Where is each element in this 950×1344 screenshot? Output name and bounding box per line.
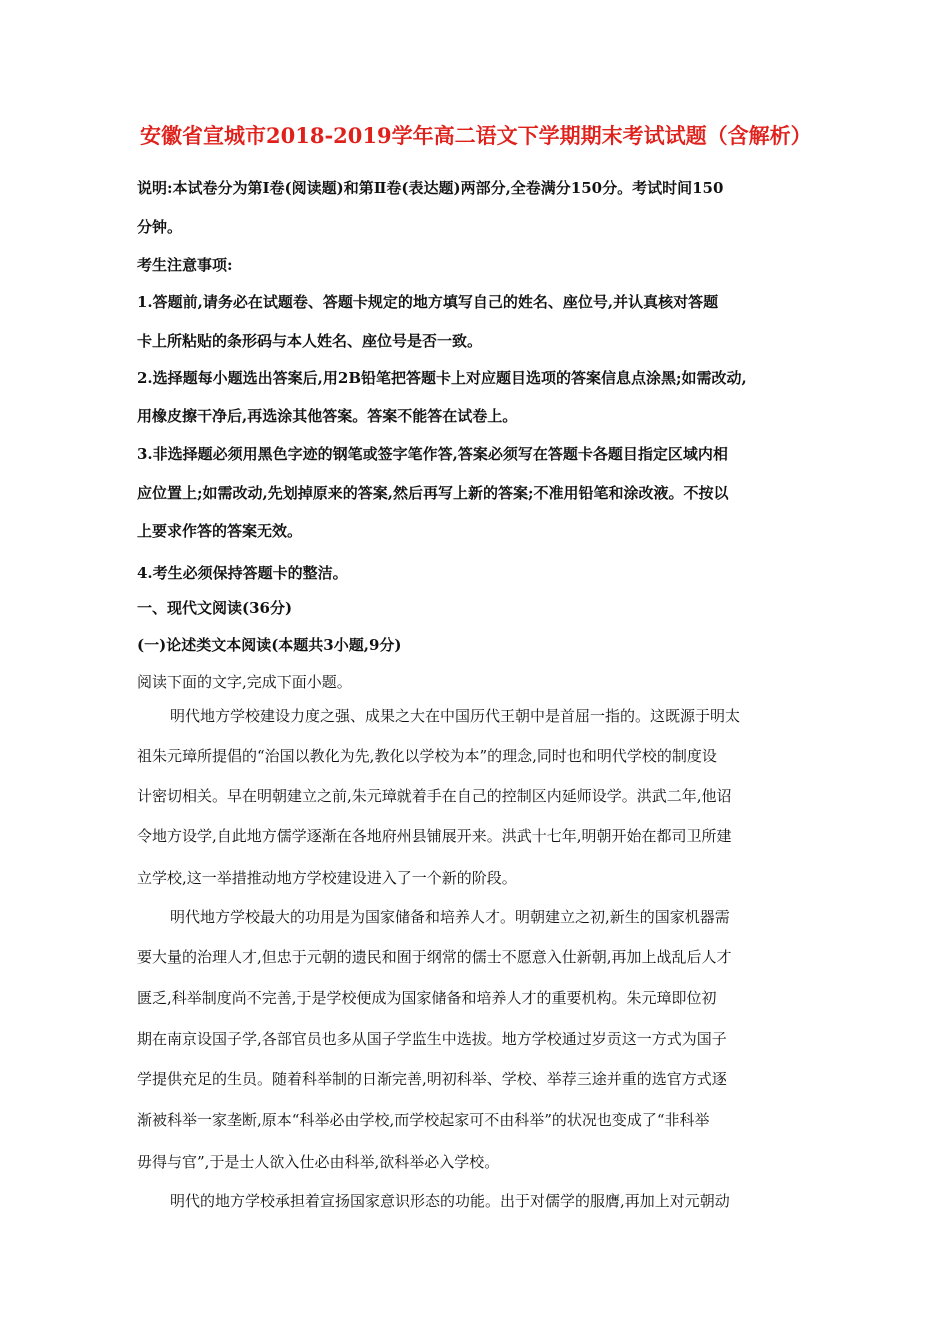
paragraph-line: 计密切相关。早在明朝建立之前,朱元璋就着手在自己的控制区内延师设学。洪武二年,他诏 xyxy=(137,787,732,805)
paragraph-line: 明代地方学校最大的功用是为国家储备和培养人才。明朝建立之初,新生的国家机器需 xyxy=(170,908,730,926)
text-line: 考生注意事项: xyxy=(137,256,233,274)
text-line: 说明:本试卷分为第Ⅰ卷(阅读题)和第Ⅱ卷(表达题)两部分,全卷满分150分。考试时间150 xyxy=(137,179,724,197)
text-line: 1.答题前,请务必在试题卷、答题卡规定的地方填写自己的姓名、座位号,并认真核对答题 xyxy=(137,293,719,311)
paragraph-line: 渐被科举一家垄断,原本“科举必由学校,而学校起家可不由科举”的状况也变成了“非科举 xyxy=(137,1111,710,1129)
paragraph-line: 毋得与官”,于是士人欲入仕必由科举,欲科举必入学校。 xyxy=(137,1153,500,1171)
paragraph-line: 明代地方学校建设力度之强、成果之大在中国历代王朝中是首屈一指的。这既源于明太 xyxy=(170,707,741,725)
section-heading: 一、现代文阅读(36分) xyxy=(137,599,293,617)
paragraph-line: 令地方设学,自此地方儒学逐渐在各地府州县铺展开来。洪武十七年,明朝开始在都司卫所建 xyxy=(137,827,732,845)
text-line: 用橡皮擦干净后,再选涂其他答案。答案不能答在试卷上。 xyxy=(137,407,518,425)
text-line: 4.考生必须保持答题卡的整洁。 xyxy=(137,564,348,582)
instruction-line: 阅读下面的文字,完成下面小题。 xyxy=(137,673,352,691)
text-line: 上要求作答的答案无效。 xyxy=(137,522,303,540)
text-line: 应位置上;如需改动,先划掉原来的答案,然后再写上新的答案;不准用铅笔和涂改液。不按以 xyxy=(137,484,729,502)
document-title: 安徽省宣城市2018-2019学年高二语文下学期期末考试试题（含解析） xyxy=(140,123,812,148)
paragraph-line: 明代的地方学校承担着宣扬国家意识形态的功能。出于对儒学的服膺,再加上对元朝动 xyxy=(170,1192,730,1210)
text-line: 分钟。 xyxy=(137,218,183,236)
paragraph-line: 匮乏,科举制度尚不完善,于是学校便成为国家储备和培养人才的重要机构。朱元璋即位初 xyxy=(137,989,717,1007)
paragraph-line: 要大量的治理人才,但忠于元朝的遗民和囿于纲常的儒士不愿意入仕新朝,再加上战乱后人才 xyxy=(137,948,732,966)
text-line: 卡上所粘贴的条形码与本人姓名、座位号是否一致。 xyxy=(137,332,483,350)
text-line: 3.非选择题必须用黑色字迹的钢笔或签字笔作答,答案必须写在答题卡各题目指定区域内相 xyxy=(137,445,728,463)
paragraph-line: 学提供充足的生员。随着科举制的日渐完善,明初科举、学校、举荐三途并重的选官方式逐 xyxy=(137,1070,727,1088)
paragraph-line: 立学校,这一举措推动地方学校建设进入了一个新的阶段。 xyxy=(137,869,517,887)
subsection-heading: (一)论述类文本阅读(本题共3小题,9分) xyxy=(137,636,402,654)
text-line: 2.选择题每小题选出答案后,用2B铅笔把答题卡上对应题目选项的答案信息点涂黑;如需改动, xyxy=(137,369,747,387)
paragraph-line: 期在南京设国子学,各部官员也多从国子学监生中选拔。地方学校通过岁贡这一方式为国子 xyxy=(137,1030,727,1048)
paragraph-line: 祖朱元璋所提倡的“治国以教化为先,教化以学校为本”的理念,同时也和明代学校的制度设 xyxy=(137,747,717,765)
